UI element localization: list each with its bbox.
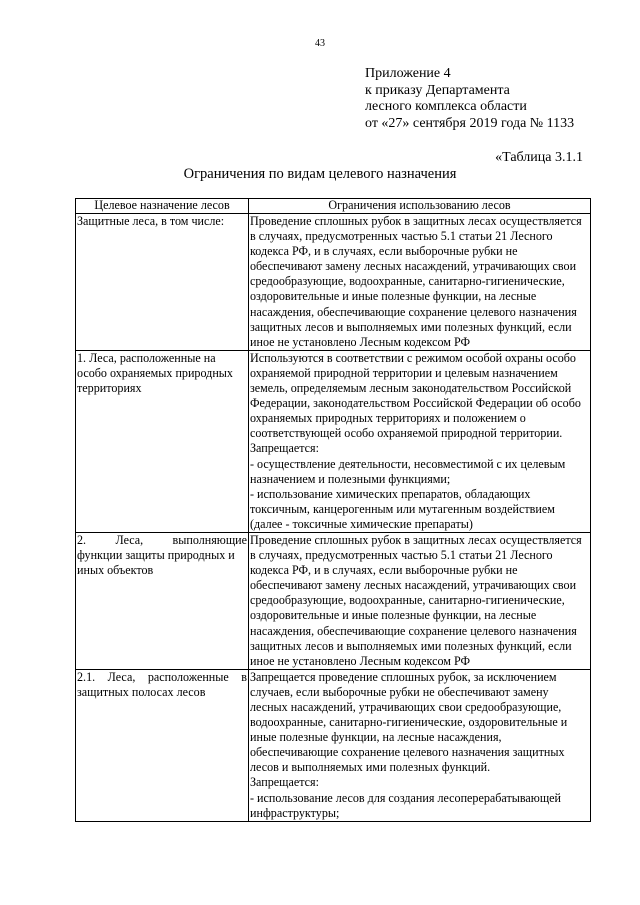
page-number: 43	[315, 38, 325, 49]
restrictions-cell	[249, 350, 591, 532]
restrictions-table	[75, 198, 591, 822]
appendix-header	[365, 66, 574, 132]
table-row	[76, 669, 591, 821]
appendix-line: от «27» сентября 2019 года № 1133	[365, 115, 575, 131]
appendix-line: Приложение 4	[365, 66, 451, 81]
appendix-line: к приказу Департамента	[365, 82, 510, 98]
restriction-paragraph: - осуществление деятельности, несовместимой с их целевым назначением и полезными функциями;	[250, 456, 566, 486]
restrictions-cell	[249, 669, 591, 821]
purpose-text-rest: защитных полосах лесов	[77, 684, 206, 699]
restriction-paragraph: Запрещается:	[250, 441, 319, 456]
purpose-cell	[76, 532, 249, 669]
restriction-paragraph: Используются в соответствии с режимом особой охраны особо охраняемой природной территории и целевым назначением земель, определяемым лесным законодательством Российской Федерации, законодательством Российской Федерации об особо охраняемых природных территориях и положением о соответствующей особо охраняемой природной территории.	[250, 350, 581, 441]
purpose-cell	[76, 669, 249, 821]
restriction-paragraph: - использование лесов для создания лесоперерабатывающей инфраструктуры;	[250, 790, 561, 820]
restrictions-cell	[249, 532, 591, 669]
column-header-purpose: Целевое назначение лесов	[76, 199, 249, 214]
column-header-restrictions: Ограничения использованию лесов	[249, 199, 591, 214]
restriction-paragraph: Проведение сплошных рубок в защитных лесах осуществляется в случаях, предусмотренных частью 5.1 статьи 21 Лесного кодекса РФ, и в случаях, если выборочные рубки не обеспечивают замену лесных насаждений, утрачивающих свои средообразующие, водоохранные, санитарно-гигиенические, оздоровительные и иные полезные функции, на лесные насаждения, обеспечивающие сохранение целевого назначения защитных лесов и выполняемых ими полезных функций, если иное не установлено Лесным кодексом РФ	[250, 532, 582, 668]
restriction-paragraph: - использование химических препаратов, обладающих токсичным, канцерогенным или мутагенным воздействием (далее - токсичные химические препараты)	[250, 486, 555, 531]
restriction-paragraph: Запрещается проведение сплошных рубок, за исключением случаев, если выборочные рубки не обеспечивают замену лесных насаждений, утрачивающих свои средообразующие, водоохранные, санитарно-гигиенические, оздоровительные и иные полезные функции, на лесные насаждения, обеспечивающие сохранение целевого назначения защитных лесов и выполняемых ими полезных функций.	[250, 669, 568, 775]
restriction-paragraph: Проведение сплошных рубок в защитных лесах осуществляется в случаях, предусмотренных частью 5.1 статьи 21 Лесного кодекса РФ, и в случаях, если выборочные рубки не обеспечивают замену лесных насаждений, утрачивающих свои средообразующие, водоохранные, санитарно-гигиенические, оздоровительные и иные полезные функции, на лесные насаждения, обеспечивающие сохранение целевого назначения защитных лесов и выполняемых ими полезных функций, если иное не установлено Лесным кодексом РФ	[250, 214, 582, 349]
table-row	[76, 532, 591, 669]
purpose-cell: 1. Леса, расположенные на особо охраняемых природных территориях	[76, 350, 249, 532]
document-title: Ограничения по видам целевого назначения	[183, 166, 457, 182]
table-header-row	[76, 199, 591, 214]
restrictions-cell	[249, 214, 591, 351]
appendix-line: лесного комплекса области	[365, 99, 527, 114]
table-row	[76, 214, 591, 351]
restriction-paragraph: Запрещается:	[250, 775, 319, 790]
purpose-text-first-line: 2.1. Леса, расположенные в	[77, 669, 247, 684]
table-row	[76, 350, 591, 532]
purpose-text-first-line: 2. Леса, выполняющие	[77, 532, 247, 547]
purpose-cell: Защитные леса, в том числе:	[76, 214, 249, 351]
table-reference: «Таблица 3.1.1	[495, 150, 583, 165]
purpose-text-rest: функции защиты природных и иных объектов	[77, 548, 235, 578]
